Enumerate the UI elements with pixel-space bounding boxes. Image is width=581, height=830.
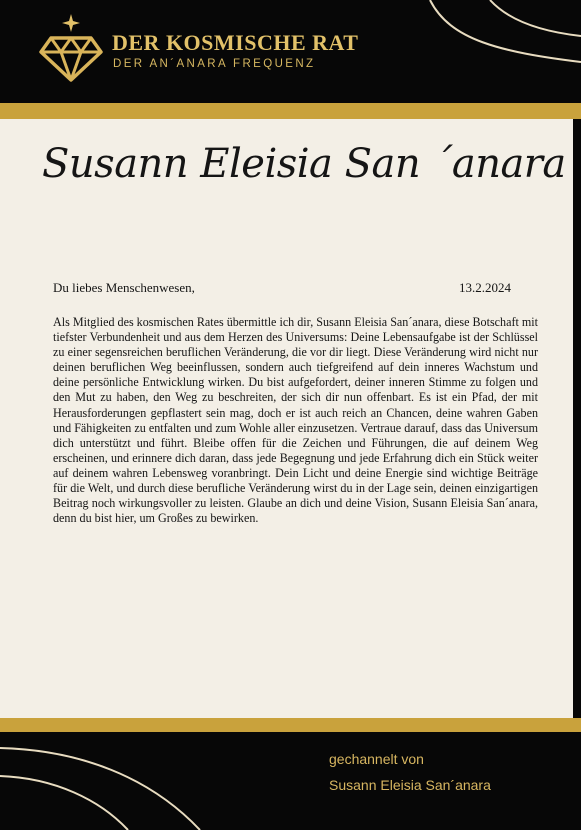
channeled-by-label: gechannelt von [329,751,424,767]
brand-title: DER KOSMISCHE RAT [112,30,359,55]
header [0,0,581,103]
decorative-arc-bottom [0,732,230,830]
gold-divider-bottom [0,718,581,732]
decorative-arc-top [410,0,581,90]
letter-body: Als Mitglied des kosmischen Rates übermittle ich dir, Susann Eleisia San´anara, diese Botschaft mit tiefster Verbundenheit und aus dem Herzen des Universums: Deine Lebensaufgabe ist der Schlüssel zu einer segensreichen beruflichen Veränderung, die vor dir liegt. Diese Veränderung wird nicht nur deinen beruflichen Weg beeinflussen, sondern auch tiefgreifend auf dein inneres Wachstum und deine persönliche Entwicklung wirken. Du bist aufgefordert, deiner inneren Stimme zu folgen und den Mut zu haben, den Weg zu beschreiten, der sich dir nun offenbart. Es ist ein Pfad, der mit Herausforderungen gepflastert sein mag, doch er ist auch reich an Chancen, deine wahren Gaben und Fähigkeiten zu entfalten und zum Wohle aller einzusetzen. Vertraue darauf, dass das Universum dich unterstützt und führt. Bleibe offen für die Zeichen und Führungen, die auf deinem Weg erscheinen, und erinnere dich daran, dass jede Begegnung und jede Erfahrung dich ein Stück weiter auf deinem wahren Lebensweg voranbringt. Dein Licht und deine Energie sind wichtige Beiträge für die Welt, und durch diese berufliche Veränderung wirst du in der Lage sein, deinen einzigartigen Beitrag noch wirkungsvoller zu leisten. Glaube an dich und deine Vision, Susann Eleisia San´anara, denn du bist hier, um Großes zu bewirken. [53,315,538,526]
diamond-icon [39,12,103,82]
channeled-by-name: Susann Eleisia San´anara [329,777,491,793]
greeting: Du liebes Menschenwesen, [53,280,195,295]
letter-date: 13.2.2024 [459,280,511,295]
signature-title: Susann Eleisia San ´anara [42,141,566,187]
gold-divider-top [0,103,581,119]
brand-subtitle: DER AN´ANARA FREQUENZ [113,58,316,70]
